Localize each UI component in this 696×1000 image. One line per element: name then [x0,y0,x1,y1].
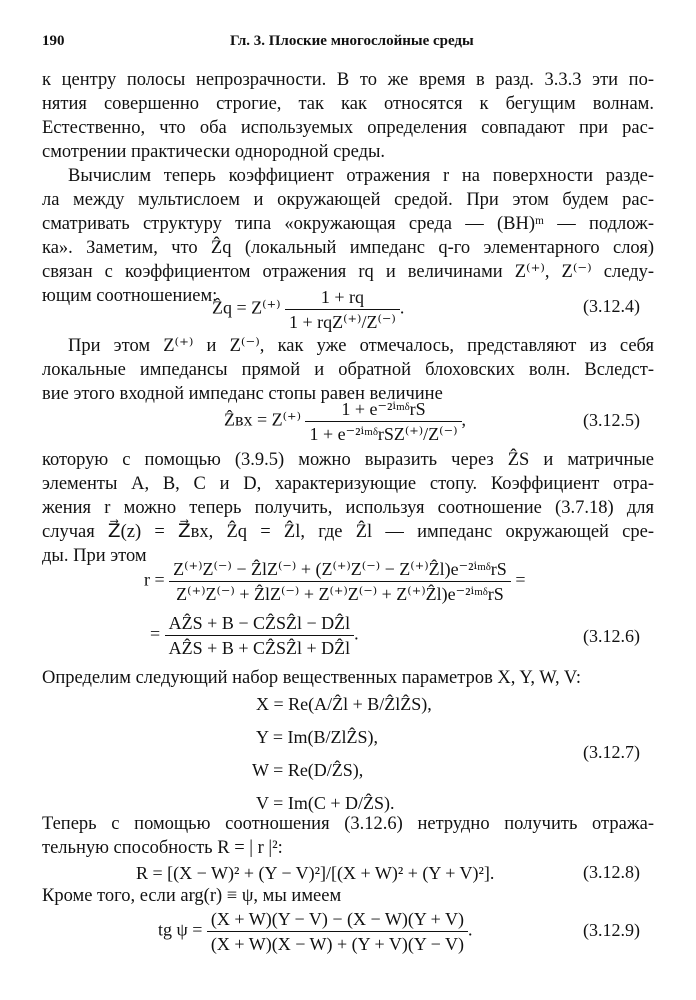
equation-number: (3.12.5) [583,410,640,430]
text-line: случая Z⃗(z) = Z⃗вх, Ẑq = Ẑl, где Ẑl — импеданс окружающей сре- [42,522,654,542]
text-line: Кроме того, если arg(r) ≡ ψ, мы имеем [42,886,342,906]
text-line: нятия совершенно строгие, так как относятся к бегущим волнам. [42,94,654,114]
equation-3-12-7-line: W = Re(D/ẐS), [252,760,364,780]
eq-lhs: r = [144,569,165,590]
eq-lhs: Ẑq = Z⁽⁺⁾ [212,297,281,318]
text-line: тельную способность R = | r |²: [42,838,283,858]
equation-number: (3.12.7) [583,742,640,762]
eq-numerator: (X + W)(Y − V) − (X − W)(Y + V) [207,908,468,932]
text-line: смотрении практически однородной среды. [42,142,386,162]
eq-denominator: Z⁽⁺⁾Z⁽⁻⁾ + ẐlZ⁽⁻⁾ + Z⁽⁺⁾Z⁽⁻⁾ + Z⁽⁺⁾Ẑl)e⁻²ⁱᵐᵟrS [176,584,504,604]
eq-fraction [165,612,354,659]
text-line: связан с коэффициентом отражения rq и величинами Z⁽⁺⁾, Z⁽⁻⁾ следу- [42,262,654,282]
text-line: ла между мультислоем и окружающей средой. При этом будем рас- [42,190,654,210]
eq-fraction [169,558,511,605]
eq-denominator: 1 + rqZ⁽⁺⁾/Z⁽⁻⁾ [288,312,396,332]
text-line: При этом Z⁽⁺⁾ и Z⁽⁻⁾, как уже отмечалось, представляют из себя [68,336,654,356]
running-title: Гл. 3. Плоские многослойные среды [230,33,474,49]
text-line: Определим следующий набор вещественных параметров X, Y, W, V: [42,668,582,688]
text-line: Вычислим теперь коэффициент отражения r на поверхности разде- [68,166,654,186]
text-line: вие этого входной импеданс стопы равен величине [42,384,443,404]
equation-3-12-5 [224,398,466,445]
text-line: которую с помощью (3.9.5) можно выразить через ẐS и матричные [42,450,654,470]
equation-3-12-9 [158,908,472,955]
text-line: элементы A, B, C и D, характеризующие стопу. Коэффициент отра- [42,474,654,494]
text-line: Теперь с помощью соотношения (3.12.6) нетрудно получить отража- [42,814,654,834]
eq-tail: . [467,919,473,940]
eq-numerator: AẐS + B − CẐSẐl − DẐl [165,612,354,636]
text-line: ющим соотношением: [42,286,218,306]
text-line: сматривать структуру типа «окружающая среда — (ВН)ᵐ — подлож- [42,214,654,234]
running-header [42,33,654,55]
equation-3-12-8: R = [(X − W)² + (Y − V)²]/[(X + W)² + (Y + V)²]. [136,863,495,883]
text-line: Естественно, что оба используемых определения совпадают при рас- [42,118,654,138]
equation-number: (3.12.4) [583,296,640,316]
eq-lhs: Ẑвх = Z⁽⁺⁾ [224,409,301,430]
eq-fraction [207,908,468,955]
equation-number: (3.12.8) [583,862,640,882]
eq-fraction [305,398,461,445]
eq-denominator: AẐS + B + CẐSẐl + DẐl [168,638,351,658]
eq-denominator: (X + W)(X − W) + (Y + V)(Y − V) [210,934,464,954]
equation-number: (3.12.9) [583,920,640,940]
equation-3-12-7-line: V = Im(C + D/ẐS). [256,793,395,813]
equation-3-12-4 [212,286,404,333]
page-number: 190 [42,33,65,49]
eq-numerator: Z⁽⁺⁾Z⁽⁻⁾ − ẐlZ⁽⁻⁾ + (Z⁽⁺⁾Z⁽⁻⁾ − Z⁽⁺⁾Ẑl)e⁻²ⁱᵐᵟrS [169,558,511,582]
eq-lhs: = [150,623,161,644]
text-line: жения r можно теперь получить, используя соотношение (3.7.18) для [42,498,654,518]
eq-tail: . [399,297,405,318]
eq-numerator: 1 + e⁻²ⁱᵐᵟrS [305,398,461,422]
equation-3-12-7-line: X = Re(A/Ẑl + B/ẐlẐS), [256,694,432,714]
eq-numerator: 1 + rq [285,286,400,310]
eq-fraction [285,286,400,333]
text-line: ка». Заметим, что Ẑq (локальный импеданс q-го элементарного слоя) [42,238,654,258]
eq-lhs: tg ψ = [158,919,203,940]
equation-number: (3.12.6) [583,626,640,646]
equation-3-12-7-line: Y = Im(B/ZlẐS), [256,727,378,747]
text-line: к центру полосы непрозрачности. В то же время в разд. 3.3.3 эти по- [42,70,654,90]
equation-3-12-6-part2 [150,612,359,659]
eq-tail: , [461,409,467,430]
text-line: локальные импедансы прямой и обратной блоховских волн. Вследст- [42,360,654,380]
eq-tail: . [354,623,359,644]
eq-denominator: 1 + e⁻²ⁱᵐᵟrSZ⁽⁺⁾/Z⁽⁻⁾ [309,424,458,444]
text-line: ды. При этом [42,546,147,566]
equation-3-12-6-part1 [144,558,525,605]
eq-tail: = [515,569,526,590]
